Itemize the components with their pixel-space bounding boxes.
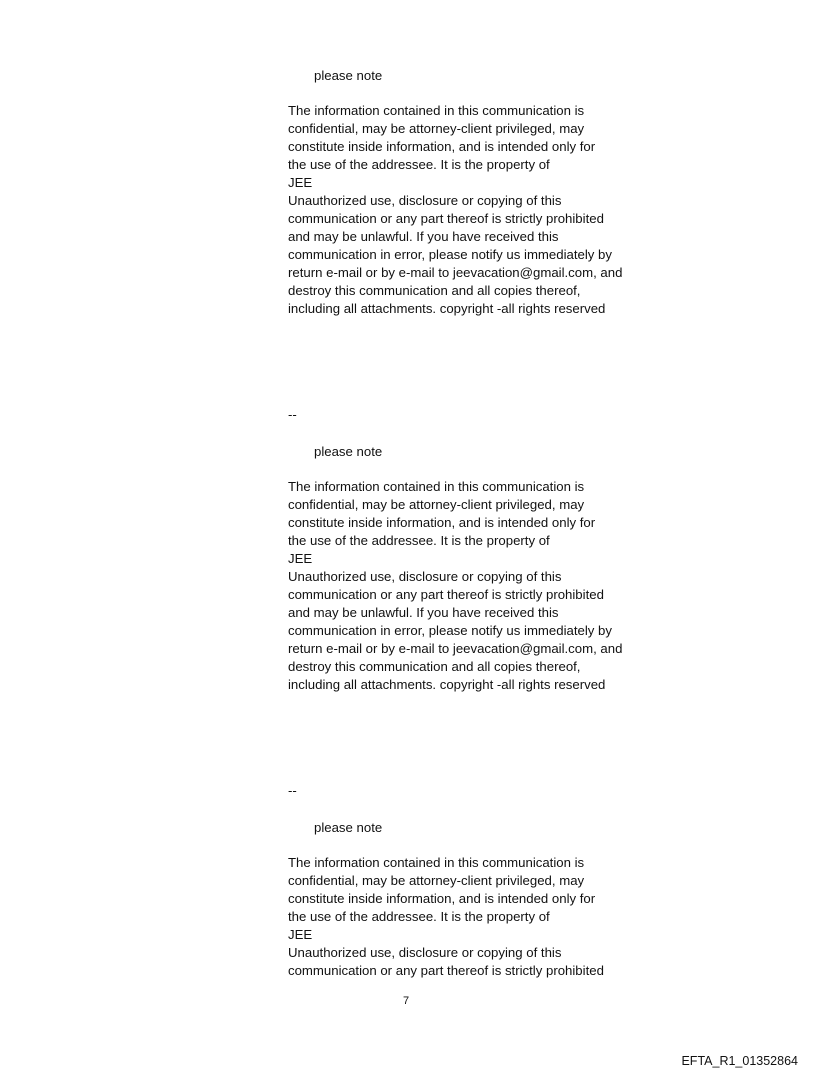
text-line: communication or any part thereof is strictly prohibited <box>288 587 604 602</box>
text-line: destroy this communication and all copies thereof, <box>288 659 581 674</box>
disclaimer-block-1 <box>288 67 648 318</box>
text-line: destroy this communication and all copies thereof, <box>288 283 581 298</box>
text-line: Unauthorized use, disclosure or copying of this <box>288 945 562 960</box>
text-line: return e-mail or by e-mail to jeevacation@gmail.com, and <box>288 265 623 280</box>
text-line: confidential, may be attorney-client privileged, may <box>288 873 585 888</box>
text-line: JEE <box>288 927 313 942</box>
separator: -- <box>288 407 297 422</box>
text-line: and may be unlawful. If you have received this <box>288 229 559 244</box>
text-line: communication in error, please notify us immediately by <box>288 247 612 262</box>
text-line: the use of the addressee. It is the property of <box>288 157 550 172</box>
page-number: 7 <box>403 995 410 1007</box>
text-line: Unauthorized use, disclosure or copying of this <box>288 193 562 208</box>
text-line: communication or any part thereof is strictly prohibited <box>288 211 604 226</box>
note-heading: please note <box>314 444 383 459</box>
text-line: constitute inside information, and is intended only for <box>288 139 596 154</box>
text-line: communication in error, please notify us immediately by <box>288 623 612 638</box>
text-line: the use of the addressee. It is the property of <box>288 533 550 548</box>
text-line: and may be unlawful. If you have received this <box>288 605 559 620</box>
note-heading: please note <box>314 820 383 835</box>
disclaimer-block-3 <box>288 819 648 980</box>
disclaimer-paragraph <box>288 478 648 694</box>
disclaimer-block-2 <box>288 443 648 694</box>
text-line: confidential, may be attorney-client privileged, may <box>288 121 585 136</box>
disclaimer-paragraph <box>288 102 648 318</box>
text-line: The information contained in this communication is <box>288 103 585 118</box>
text-line: The information contained in this communication is <box>288 855 585 870</box>
disclaimer-paragraph <box>288 854 648 980</box>
text-line: confidential, may be attorney-client privileged, may <box>288 497 585 512</box>
text-line: constitute inside information, and is intended only for <box>288 515 596 530</box>
text-line: JEE <box>288 551 313 566</box>
text-line: the use of the addressee. It is the property of <box>288 909 550 924</box>
text-line: Unauthorized use, disclosure or copying of this <box>288 569 562 584</box>
text-line: JEE <box>288 175 313 190</box>
note-heading: please note <box>314 68 383 83</box>
separator: -- <box>288 783 297 798</box>
text-line: The information contained in this communication is <box>288 479 585 494</box>
text-line: constitute inside information, and is intended only for <box>288 891 596 906</box>
text-line: communication or any part thereof is strictly prohibited <box>288 963 604 978</box>
document-id: EFTA_R1_01352864 <box>681 1054 798 1068</box>
text-line: including all attachments. copyright -all rights reserved <box>288 301 606 316</box>
text-line: including all attachments. copyright -all rights reserved <box>288 677 606 692</box>
text-line: return e-mail or by e-mail to jeevacation@gmail.com, and <box>288 641 623 656</box>
